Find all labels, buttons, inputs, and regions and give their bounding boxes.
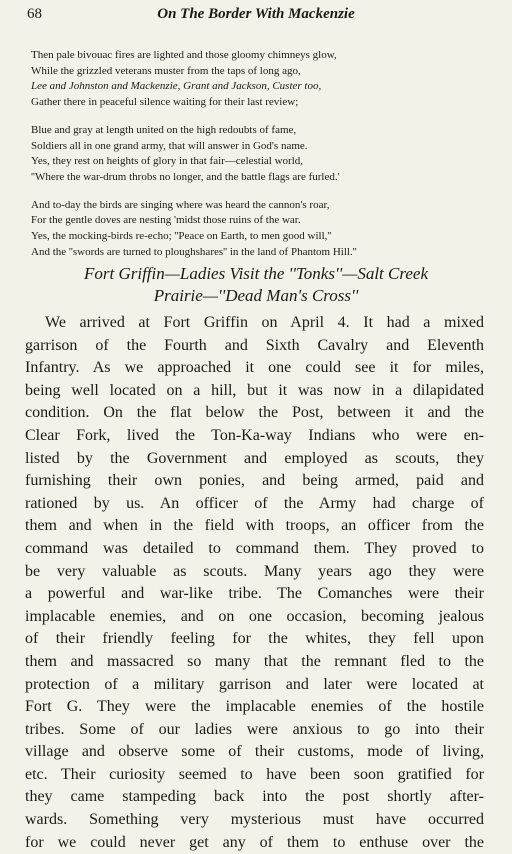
body-line: Infantry. As we approached it one could see it for miles,	[25, 359, 484, 377]
poem-line: Blue and gray at length united on the high redoubts of fame,	[31, 123, 297, 136]
body-line: be very valuable as scouts. Many years ago they were	[25, 562, 484, 580]
poem-line: And to-day the birds are singing where was heard the cannon's roar,	[31, 198, 330, 211]
body-line: etc. Their curiosity seemed to have been soon gratified for	[25, 765, 484, 783]
body-line: protection of a military garrison and later were located at	[25, 675, 484, 693]
body-line: they came stampeding back into the post shortly after-	[25, 788, 484, 806]
poem-line: Then pale bivouac fires are lighted and those gloomy chimneys glow,	[31, 49, 337, 61]
body-line: implacable enemies, and on one occasion, becoming jealous	[25, 607, 484, 625]
body-line: condition. On the flat below the Post, between it and the	[25, 404, 484, 422]
body-line: tribes. Some of our ladies were anxious to go into their	[25, 720, 484, 738]
body-line: rationed by us. An officer of the Army had charge of	[25, 494, 484, 512]
body-line: of their friendly feeling for the whites, they fell upon	[25, 630, 484, 648]
body-line: command was detailed to command them. They proved to	[25, 539, 484, 557]
body-line: village and observe some of their customs, mode of living,	[25, 743, 484, 761]
body-text	[25, 312, 484, 854]
body-line: garrison of the Fourth and Sixth Cavalry and Eleventh	[25, 336, 484, 354]
section-heading-line: Prairie—''Dead Man's Cross''	[153, 286, 359, 305]
section-heading-line: Fort Griffin—Ladies Visit the ''Tonks''—Salt Creek	[83, 264, 428, 283]
body-line: wards. Something very mysterious must have occurred	[25, 811, 484, 829]
poem-line: And the ''swords are turned to ploughshares'' in the land of Phantom Hill.''	[31, 245, 357, 258]
running-title: On The Border With Mackenzie	[157, 6, 355, 22]
poem-line: ''Where the war-drum throbs no longer, and the battle flags are furled.'	[31, 170, 340, 183]
poem-line: Soldiers all in one grand army, that will answer in God's name.	[31, 139, 308, 152]
poem-stanza	[31, 48, 491, 111]
poem-line: Lee and Johnston and Mackenzie, Grant and Jackson, Custer too,	[31, 80, 322, 93]
section-heading	[18, 263, 494, 307]
body-line: being well located on a hill, but it was now in a dilapidated	[25, 381, 484, 399]
poem-line: Yes, they rest on heights of glory in that fair—celestial world,	[31, 155, 303, 168]
body-line: a powerful and war-like tribe. The Comanches were their	[25, 585, 484, 603]
body-line: them and when in the field with troops, an officer from the	[25, 517, 484, 535]
poem-line: While the grizzled veterans muster from the taps of long ago,	[31, 64, 301, 77]
body-line: them and massacred so many that the remnant fled to the	[25, 652, 484, 670]
page-number: 68	[27, 6, 42, 22]
body-line: furnishing their own ponies, and being armed, paid and	[25, 472, 484, 490]
body-line: Clear Fork, lived the Ton-Ka-way Indians who were en-	[25, 426, 484, 444]
body-line: We arrived at Fort Griffin on April 4. It had a mixed	[45, 314, 484, 331]
poem	[31, 48, 491, 272]
body-line: listed by the Government and employed as scouts, they	[25, 449, 484, 467]
body-line: Fort G. They were the implacable enemies of the hostile	[25, 698, 484, 716]
poem-line: Gather there in peaceful silence waiting for their last review;	[31, 96, 299, 109]
poem-stanza	[31, 198, 491, 261]
poem-stanza	[31, 123, 491, 186]
page-header	[27, 6, 485, 26]
body-line: for we could never get any of them to enthuse over the	[25, 833, 484, 851]
poem-line: Yes, the mocking-birds re-echo; ''Peace on Earth, to men good will,''	[31, 230, 332, 243]
poem-line: For the gentle doves are nesting 'midst those ruins of the war.	[31, 214, 301, 227]
